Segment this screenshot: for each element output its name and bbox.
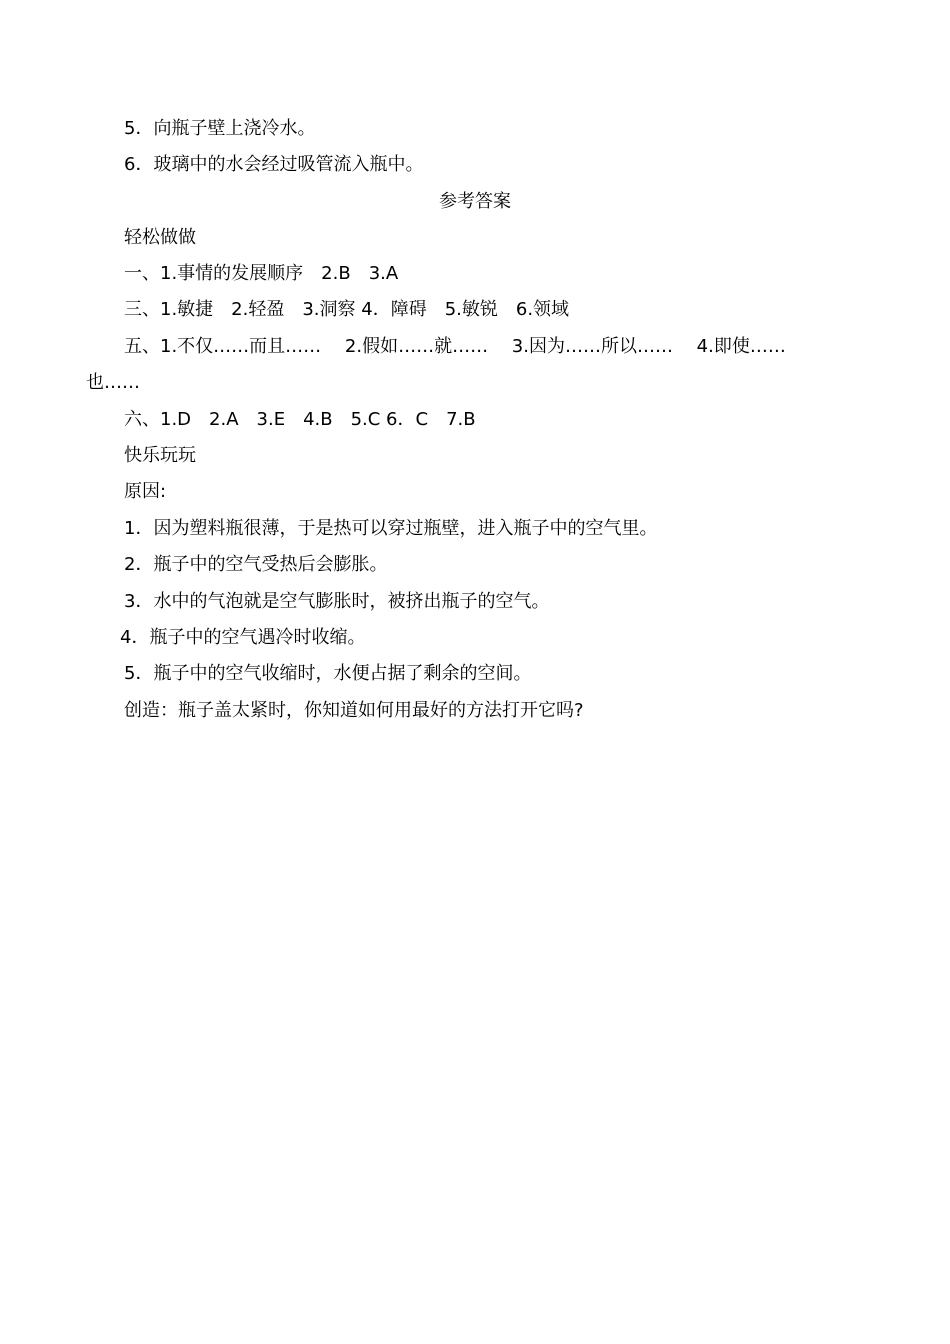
step-5-text: 5．向瓶子壁上浇冷水。 [124, 118, 316, 139]
answer-part-3: 三、1.敏捷 2.轻盈 3.洞察 4．障碍 5.敏锐 6.领域 [124, 299, 570, 320]
reason-4: 4．瓶子中的空气遇冷时收缩。 [120, 627, 366, 648]
answer-title: 参考答案 [439, 191, 511, 212]
answer-part-6: 六、1.D 2.A 3.E 4.B 5.C 6．C 7.B [124, 409, 476, 430]
section-heading-fun: 快乐玩玩 [124, 445, 196, 466]
reason-3: 3．水中的气泡就是空气膨胀时，被挤出瓶子的空气。 [124, 591, 550, 612]
answer-part-5-line-1: 五、1.不仅……而且…… 2.假如……就…… 3.因为……所以…… 4.即使…… [124, 336, 786, 357]
reason-1: 1．因为塑料瓶很薄，于是热可以穿过瓶壁，进入瓶子中的空气里。 [124, 518, 658, 539]
answer-part-1: 一、1.事情的发展顺序 2.B 3.A [124, 263, 399, 284]
create-question: 创造：瓶子盖太紧时，你知道如何用最好的方法打开它吗? [124, 700, 584, 721]
answer-part-5-line-2: 也…… [86, 372, 140, 393]
reason-5: 5．瓶子中的空气收缩时，水便占据了剩余的空间。 [124, 663, 532, 684]
reason-2: 2．瓶子中的空气受热后会膨胀。 [124, 554, 388, 575]
step-6-text: 6．玻璃中的水会经过吸管流入瓶中。 [124, 154, 424, 175]
section-heading-easy: 轻松做做 [124, 227, 196, 248]
reason-label: 原因: [124, 481, 167, 502]
